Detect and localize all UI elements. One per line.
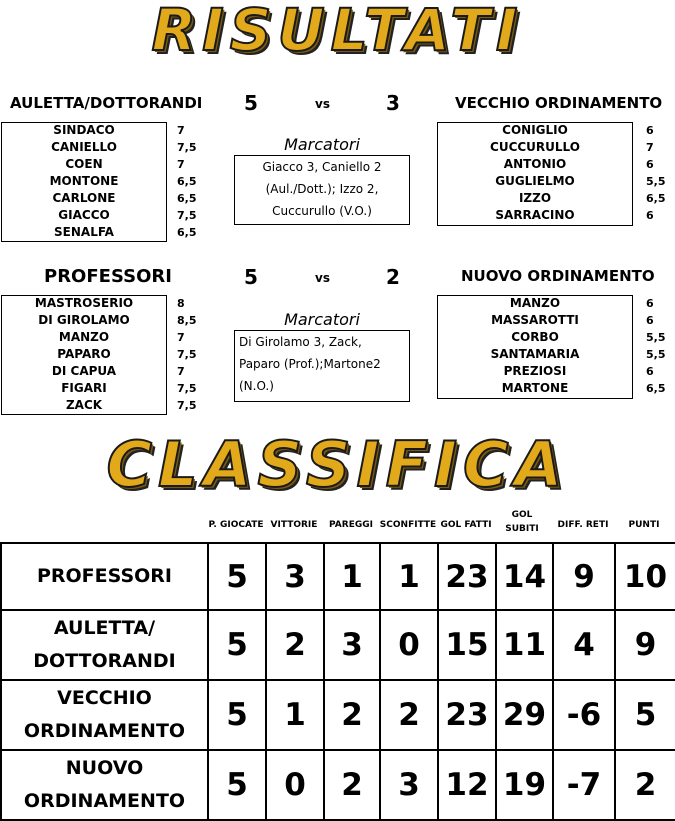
team-name-line1: AULETTA/ — [53, 617, 156, 639]
match2-vs: vs — [315, 271, 330, 285]
player-name: SINDACO — [53, 123, 115, 137]
match1-marcatori-label: Marcatori — [284, 135, 360, 154]
team-name-line1: NUOVO — [65, 757, 144, 779]
sconfitte-cell: 3 — [380, 750, 438, 820]
player-name: CUCCURULLO — [490, 140, 580, 154]
player-name: COEN — [65, 157, 103, 171]
match2-home-team: PROFESSORI — [44, 266, 172, 287]
match1-vs: vs — [315, 97, 330, 111]
player-name: FIGARI — [61, 381, 107, 395]
p-giocate-cell: 5 — [208, 750, 266, 820]
header-pareggi: PAREGGI — [329, 520, 373, 530]
team-cell — [1, 680, 208, 750]
table-row — [1, 680, 675, 750]
player-name: GIACCO — [58, 208, 110, 222]
gol-fatti-cell: 23 — [438, 680, 496, 750]
match2-marcatori-text: Di Girolamo 3, Zack, Paparo (Prof.);Martone2 (N.O.) — [239, 335, 381, 393]
match2-marcatori-label: Marcatori — [284, 310, 360, 329]
table-row — [1, 610, 675, 680]
player-vote: 6 — [646, 158, 654, 171]
player-vote: 8 — [177, 297, 185, 310]
player-name: MANZO — [58, 330, 110, 344]
header-diff-reti: DIFF. RETI — [557, 520, 609, 530]
player-vote: 5,5 — [646, 175, 666, 188]
vittorie-cell: 0 — [266, 750, 324, 820]
match1-away-votes — [646, 122, 674, 224]
player-vote: 7,5 — [177, 348, 197, 361]
match2-away-score: 2 — [386, 265, 400, 289]
player-name: PAPARO — [57, 347, 111, 361]
player-vote: 7,5 — [177, 141, 197, 154]
player-vote: 5,5 — [646, 331, 666, 344]
player-name: ZACK — [65, 398, 103, 412]
sconfitte-cell: 1 — [380, 543, 438, 610]
sconfitte-cell: 0 — [380, 610, 438, 680]
match2-away-team: NUOVO ORDINAMENTO — [461, 267, 655, 285]
player-name: SANTAMARIA — [490, 347, 580, 361]
vittorie-cell: 3 — [266, 543, 324, 610]
player-name: SENALFA — [54, 225, 114, 239]
player-vote: 7 — [177, 158, 185, 171]
player-name: PREZIOSI — [503, 364, 567, 378]
team-name-line1: VECCHIO — [57, 687, 152, 709]
player-name: IZZO — [518, 191, 552, 205]
p-giocate-cell: 5 — [208, 543, 266, 610]
punti-cell: 5 — [615, 680, 675, 750]
match2-home-lineup — [1, 295, 167, 414]
gol-subiti-cell: 29 — [496, 680, 553, 750]
gol-fatti-cell: 23 — [438, 543, 496, 610]
p-giocate-cell: 5 — [208, 680, 266, 750]
player-name: DI GIROLAMO — [38, 313, 130, 327]
gol-subiti-cell: 19 — [496, 750, 553, 820]
match2-home-score: 5 — [244, 265, 258, 289]
player-vote: 6 — [646, 365, 654, 378]
match1-away-score: 3 — [386, 91, 400, 115]
player-name: CORBO — [511, 330, 559, 344]
gol-subiti-cell: 11 — [496, 610, 553, 680]
player-name: SARRACINO — [495, 208, 575, 222]
header-gol-subiti: GOL SUBITI — [505, 510, 539, 534]
punti-cell: 2 — [615, 750, 675, 820]
classifica-table — [0, 542, 675, 821]
team-cell — [1, 750, 208, 820]
player-name: DI CAPUA — [51, 364, 117, 378]
player-name: ANTONIO — [503, 157, 567, 171]
player-vote: 6 — [646, 297, 654, 310]
punti-cell: 10 — [615, 543, 675, 610]
diff-reti-cell: 4 — [553, 610, 615, 680]
diff-reti-cell: -7 — [553, 750, 615, 820]
punti-cell: 9 — [615, 610, 675, 680]
gol-fatti-cell: 12 — [438, 750, 496, 820]
player-name: GUGLIELMO — [495, 174, 575, 188]
diff-reti-cell: 9 — [553, 543, 615, 610]
gol-subiti-cell: 14 — [496, 543, 553, 610]
match2-away-lineup — [437, 295, 633, 397]
pareggi-cell: 2 — [324, 750, 380, 820]
player-vote: 7 — [646, 141, 654, 154]
player-name: MONTONE — [49, 174, 119, 188]
header-p-giocate: P. GIOCATE — [208, 520, 264, 530]
player-vote: 6,5 — [646, 192, 666, 205]
risultati-title: RISULTATI — [151, 0, 524, 64]
vittorie-cell: 2 — [266, 610, 324, 680]
team-cell — [1, 543, 208, 610]
header-sconfitte: SCONFITTE — [379, 520, 437, 530]
player-vote: 5,5 — [646, 348, 666, 361]
vittorie-cell: 1 — [266, 680, 324, 750]
match1-home-votes — [177, 122, 207, 241]
gol-fatti-cell: 15 — [438, 610, 496, 680]
player-vote: 7,5 — [177, 382, 197, 395]
player-name: CARLONE — [52, 191, 116, 205]
match1-marcatori-box — [234, 155, 410, 225]
team-cell — [1, 610, 208, 680]
pareggi-cell: 3 — [324, 610, 380, 680]
player-name: MANZO — [509, 296, 561, 310]
match2-home-votes — [177, 295, 207, 414]
header-gol-fatti: GOL FATTI — [440, 520, 492, 530]
player-vote: 6,5 — [177, 192, 197, 205]
player-vote: 7,5 — [177, 209, 197, 222]
sconfitte-cell: 2 — [380, 680, 438, 750]
team-name-line2: ORDINAMENTO — [23, 720, 186, 742]
header-vittorie: VITTORIE — [270, 520, 318, 530]
player-vote: 8,5 — [177, 314, 197, 327]
player-vote: 7 — [177, 124, 185, 137]
player-name: CANIELLO — [51, 140, 117, 154]
player-vote: 7 — [177, 365, 185, 378]
player-vote: 6,5 — [646, 382, 666, 395]
pareggi-cell: 2 — [324, 680, 380, 750]
match1-away-team: VECCHIO ORDINAMENTO — [455, 94, 663, 112]
player-name: MASSAROTTI — [491, 313, 579, 327]
player-vote: 6 — [646, 209, 654, 222]
team-name-line2: DOTTORANDI — [33, 650, 176, 672]
player-vote: 6 — [646, 314, 654, 327]
match1-home-score: 5 — [244, 91, 258, 115]
player-vote: 6 — [646, 124, 654, 137]
player-vote: 6,5 — [177, 175, 197, 188]
match1-marcatori-text: Giacco 3, Caniello 2 (Aul./Dott.); Izzo 2, Cuccurullo (V.O.) — [262, 160, 382, 218]
pareggi-cell: 1 — [324, 543, 380, 610]
player-name: MASTROSERIO — [34, 296, 134, 310]
team-name: PROFESSORI — [36, 565, 173, 587]
player-name: CONIGLIO — [502, 123, 568, 137]
match2-away-votes — [646, 295, 674, 397]
table-row — [1, 543, 675, 610]
header-punti: PUNTI — [628, 520, 660, 530]
p-giocate-cell: 5 — [208, 610, 266, 680]
team-name-line2: ORDINAMENTO — [23, 790, 186, 812]
match2-marcatori-box — [234, 330, 410, 402]
player-vote: 7,5 — [177, 399, 197, 412]
match1-home-lineup — [1, 122, 167, 241]
player-name: MARTONE — [501, 381, 569, 395]
player-vote: 7 — [177, 331, 185, 344]
match1-away-lineup — [437, 122, 633, 224]
table-row — [1, 750, 675, 820]
player-vote: 6,5 — [177, 226, 197, 239]
classifica-title: CLASSIFICA — [106, 428, 569, 501]
match1-home-team: AULETTA/DOTTORANDI — [10, 94, 203, 112]
diff-reti-cell: -6 — [553, 680, 615, 750]
